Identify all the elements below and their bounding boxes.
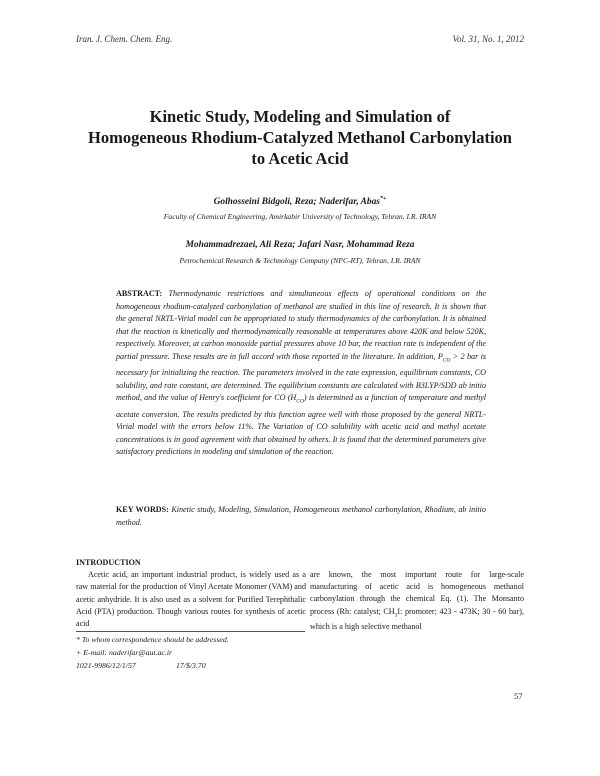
intro-text: are known, the most important route for large-scale manufacturing of acetic acid is homogeneous methanol carbonylation through the chemical Eq. (1). The Monsanto process (Rh: catalyst; CH: [310, 570, 524, 616]
title-line: Homogeneous Rhodium-Catalyzed Methanol Carbonylation: [88, 128, 512, 147]
keywords-text: Kinetic study, Modeling, Simulation, Homogeneous methanol carbonylation, Rhodium, ab initio method.: [116, 505, 486, 527]
keywords-label: KEY WORDS:: [116, 505, 169, 514]
abstract: [116, 288, 486, 459]
intro-text: I: promoter; 423 - 473K; 30 - 60 bar), which is a high selective methanol: [310, 606, 524, 632]
footnote-rule: [76, 631, 305, 632]
abstract-subscript: CO: [296, 398, 304, 405]
title-line: Kinetic Study, Modeling and Simulation of: [149, 107, 451, 126]
footnote-email: + E-mail: naderifar@aut.ac.ir: [76, 648, 173, 657]
affiliation-secondary: Petrochemical Research & Technology Company (NPC-RT), Tehran, I.R. IRAN: [179, 256, 421, 265]
page-number: 57: [514, 691, 523, 701]
footnote-issn: 1021-9986/12/1/57: [76, 661, 136, 670]
abstract-label: ABSTRACT:: [116, 289, 163, 298]
corresponding-mark: *+: [379, 196, 387, 202]
authors-primary-names: Golhosseini Bidgoli, Reza; Naderifar, Abas: [213, 197, 380, 208]
intro-left-column: [76, 557, 306, 630]
footnote-correspondence: * To whom correspondence should be addressed.: [76, 635, 229, 644]
intro-paragraph-right: [310, 569, 524, 634]
affiliation-primary: Faculty of Chemical Engineering, Amirkabir University of Technology, Tehran, I.R. IRAN: [163, 212, 437, 221]
intro-subscript: 3: [394, 612, 398, 619]
intro-paragraph-left: Acetic acid, an important industrial product, is widely used as a raw material for the production of Vinyl Acetate Monomer (VAM) and acetic anhydride. It is also used as a solvent for Purified Terephthalic Acid (PTA) production. Though various routes for synthesis of acetic acid: [76, 570, 306, 629]
title-line: to Acetic Acid: [251, 149, 349, 168]
footnote-price: 17/$/3.70: [176, 661, 206, 670]
abstract-subscript: CO: [442, 357, 451, 364]
keywords: [116, 504, 486, 529]
abstract-text: ) is determined as a function of temperature and methyl acetate conversion. The results predicted by this function agree well with those proposed by the general NRTL-Virial model with the errors below 11%. The Variation of CO solubility with acetic acid and methyl acetate concentrations is in good agreement with that obtained by others. It is found that the determined parameters give satisfactory predictions in modeling and simulation of the reaction.: [116, 393, 486, 457]
abstract-text: > 2 bar is necessary for initializing the reaction. The parameters involved in the rate expression, equilibrium constants, CO solubility, and rate constant, are determined. The equilibrium constants are calculated with B3LYP/SDD ab initio method, and the value of Henry's coefficient for CO (H: [116, 351, 486, 403]
authors-secondary: Mohammadrezaei, Ali Reza; Jafari Nasr, Mohammad Reza: [185, 240, 415, 250]
section-heading: INTRODUCTION: [76, 558, 141, 567]
journal-volume: Vol. 31, No. 1, 2012: [452, 34, 524, 44]
intro-right-column: [310, 569, 524, 634]
authors-primary: [60, 196, 540, 207]
abstract-text: Thermodynamic restrictions and simultaneous effects of operational conditions on the homogeneous rhodium-catalyzed carbonylation of methanol are studied in this line of research. It is shown that the general NRTL-Virial model can be appropriated to study thermodynamics of the carbonylation. It is obtained that the reaction is kinetically and thermodynamically reasonable at temperatures above 420K and below 520K, respectively. Moreover, at carbon monoxide partial pressures above 10 bar, the reaction rate is independent of the partial pressure. These results are in full accord with those reported in the literature. In addition, P: [116, 289, 486, 361]
journal-name: Iran. J. Chem. Chem. Eng.: [76, 34, 173, 44]
paper-title: [70, 106, 530, 169]
